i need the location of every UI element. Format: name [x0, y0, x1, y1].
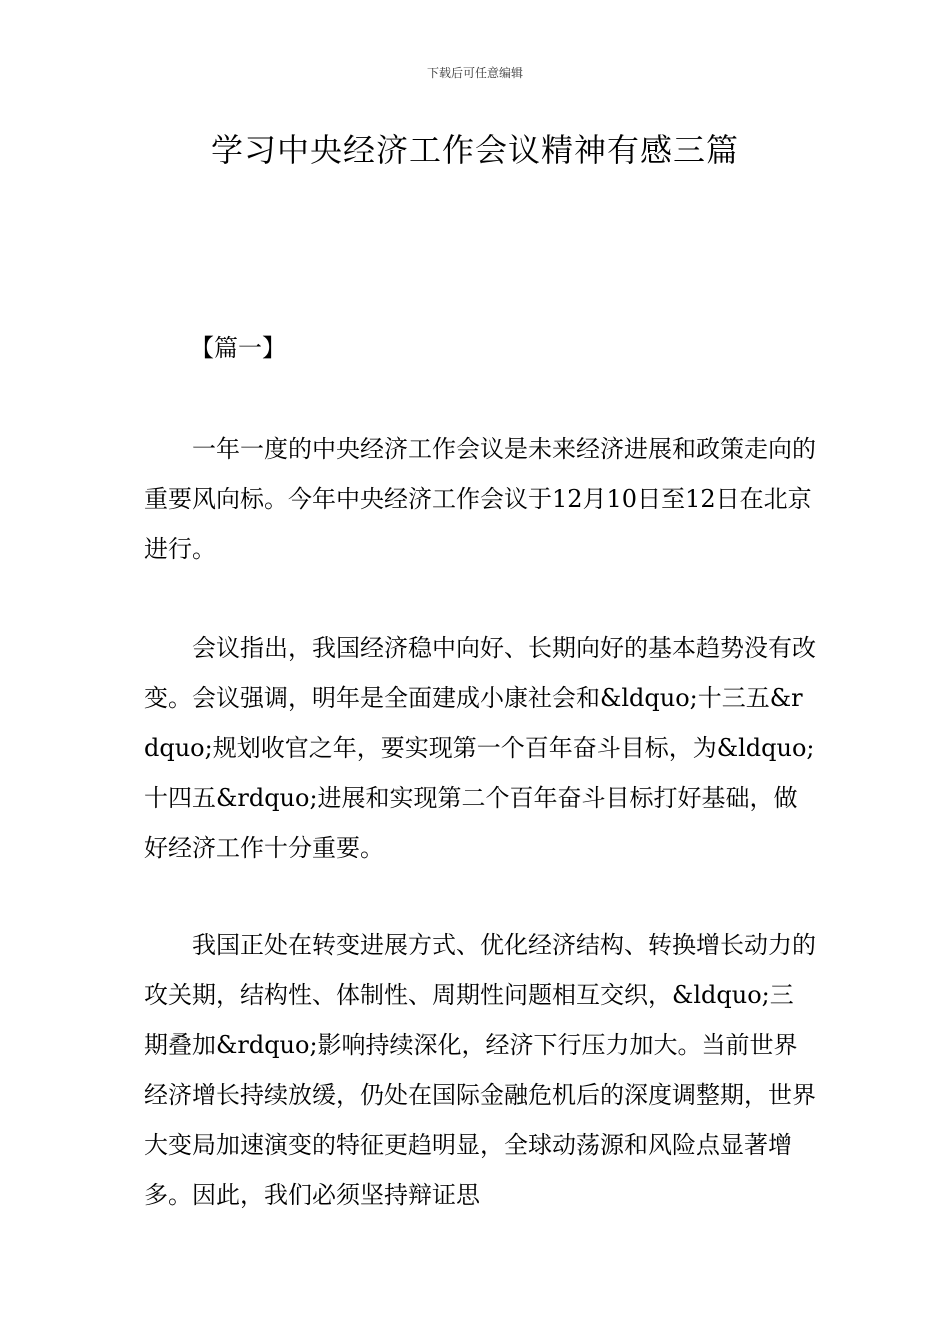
- paragraph: 会议指出，我国经济稳中向好、长期向好的基本趋势没有改变。会议强调，明年是全面建成小康社会和&ldquo;十三五&rdquo;规划收官之年，要实现第一个百年奋斗目标，为&ldquo;十四五&rdquo;进展和实现第二个百年奋斗目标打好基础，做好经济工作十分重要。: [144, 634, 816, 862]
- paragraph: 我国正处在转变进展方式、优化经济结构、转换增长动力的攻关期，结构性、体制性、周期性问题相互交织，&ldquo;三期叠加&rdquo;影响持续深化，经济下行压力加大。当前世界经济增长持续放缓，仍处在国际金融危机后的深度调整期，世界大变局加速演变的特征更趋明显，全球动荡源和风险点显著增多。因此，我们必须坚持辩证思: [144, 931, 816, 1209]
- document-title: 学习中央经济工作会议精神有感三篇: [210, 131, 739, 169]
- header-note: 下载后可任意编辑: [426, 66, 523, 80]
- paragraph: 一年一度的中央经济工作会议是未来经济进展和政策走向的重要风向标。今年中央经济工作会议于12月10日至12日在北京进行。: [144, 435, 816, 563]
- section-label: 【篇一】: [190, 334, 286, 362]
